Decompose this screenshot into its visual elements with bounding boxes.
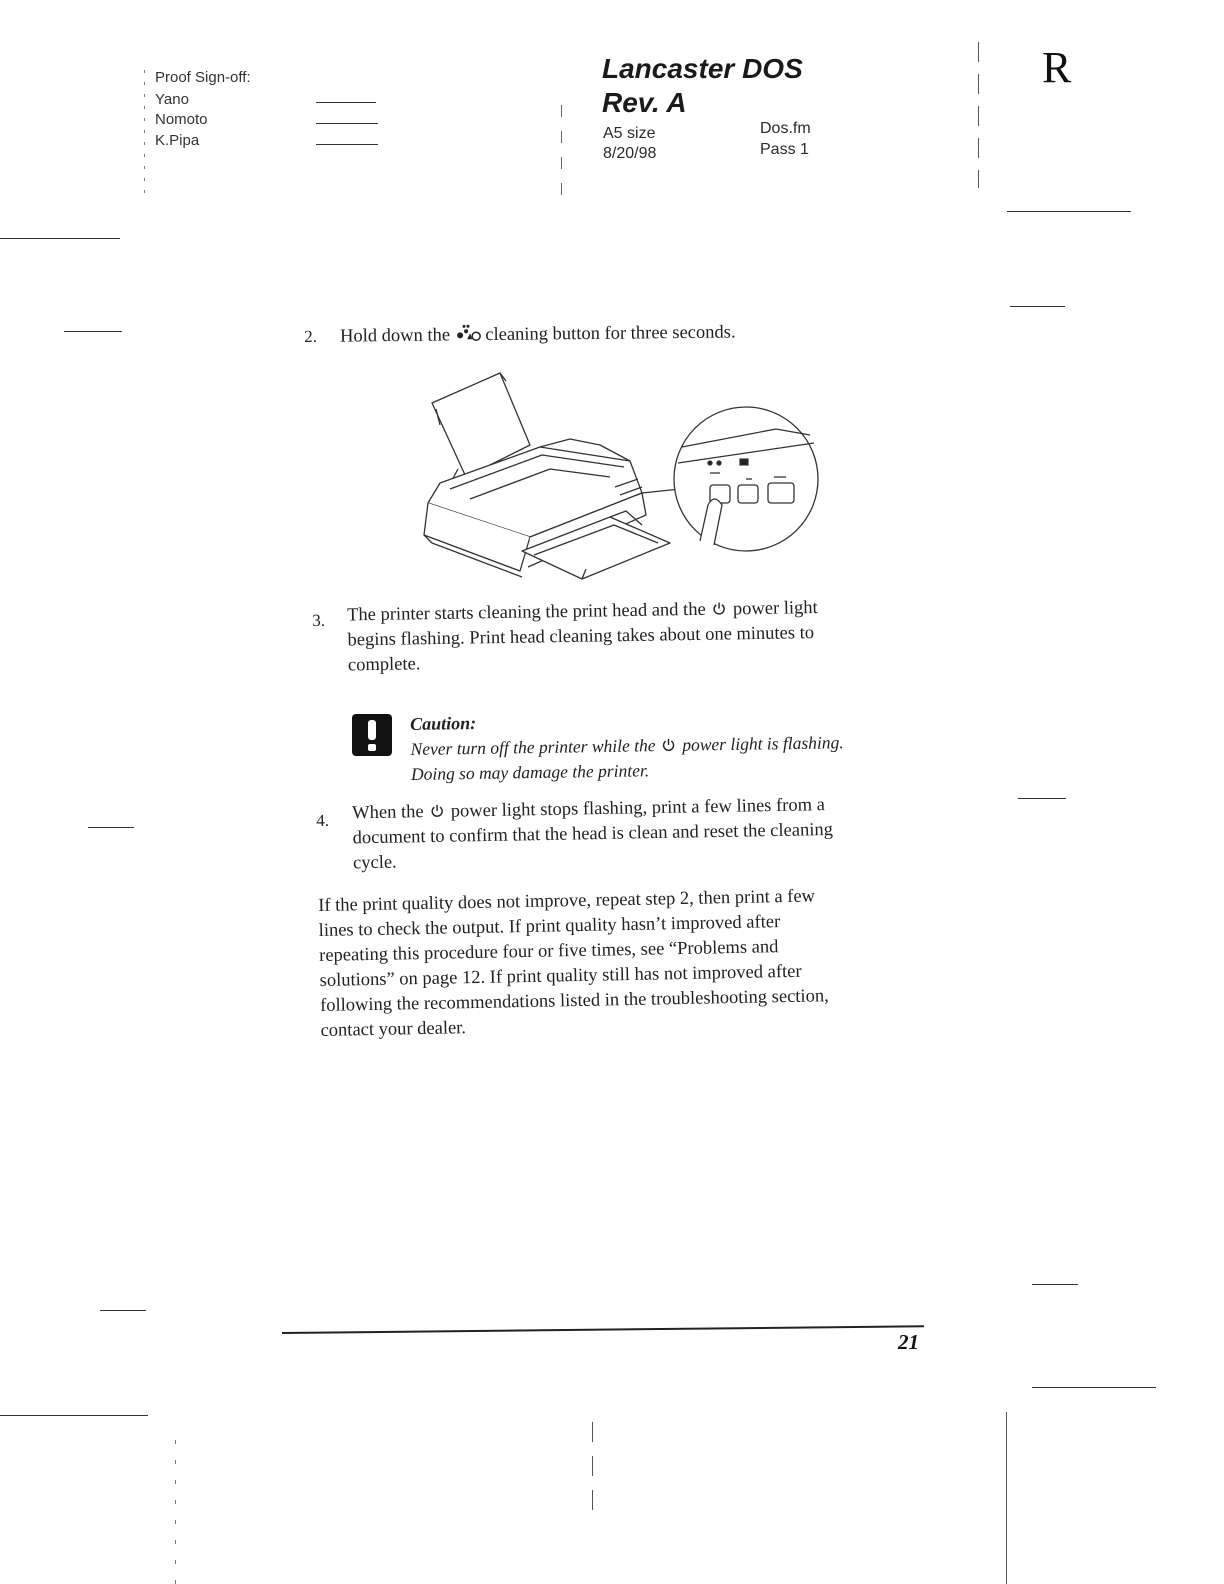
footer-rule: [282, 1325, 924, 1333]
caution-line1-before: Never turn off the printer while the: [410, 735, 656, 759]
caution-title: Caution:: [410, 712, 477, 734]
doc-title-line2: Rev. A: [602, 87, 687, 118]
doc-date: 8/20/98: [603, 145, 657, 162]
signoff-name-nomoto: Nomoto: [155, 111, 208, 128]
paragraph-line: solutions” on page 12. If print quality still has not improved after: [319, 961, 802, 991]
crop-mark-left-1: [0, 238, 120, 239]
printer-illustration: [410, 365, 830, 585]
crop-mark-left-2: [64, 331, 122, 332]
step-4-line2: document to confirm that the head is clean and reset the cleaning: [352, 819, 834, 849]
caution-icon: [352, 714, 392, 756]
doc-file: Dos.fm: [760, 120, 811, 137]
signoff-line-yano: [316, 102, 376, 103]
signoff-dotted-rule: [144, 70, 145, 200]
step-3-line2: begins flashing. Print head cleaning takes about one minutes to: [347, 623, 815, 651]
step-4-line1-before: When the: [352, 802, 424, 824]
crop-mark-left-5: [0, 1415, 148, 1416]
paragraph-line: If the print quality does not improve, repeat step 2, then print a few: [318, 886, 816, 916]
signoff-name-yano: Yano: [155, 91, 189, 108]
step-3: [312, 594, 933, 679]
signoff-line-nomoto: [316, 123, 378, 124]
crop-mark-right-2: [1010, 306, 1065, 307]
signoff-line-kpipa: [316, 144, 378, 145]
paragraph-line: following the recommendations listed in the troubleshooting section,: [319, 986, 829, 1016]
power-icon: [430, 804, 444, 818]
step-4-number: 4.: [316, 810, 330, 830]
crop-mark-left-4: [100, 1310, 146, 1311]
crop-mark-right-4: [1032, 1284, 1078, 1285]
caution-block: [410, 704, 931, 787]
caution-line2: Doing so may damage the printer.: [410, 760, 650, 784]
closing-paragraph: [318, 882, 941, 1044]
paragraph-line: lines to check the output. If print quality hasn’t improved after: [318, 912, 781, 941]
crop-mark-right-5: [1032, 1387, 1156, 1388]
signoff-name-kpipa: K.Pipa: [155, 132, 200, 149]
step-3-line1-before: The printer starts cleaning the print head and the: [347, 599, 706, 626]
step-3-line1-after: power light: [732, 598, 818, 620]
step-2-text-before: Hold down the: [340, 325, 451, 347]
step-2-number: 2.: [304, 326, 317, 346]
doc-title-line1: Lancaster DOS: [602, 53, 803, 84]
caution-line1-after: power light is flashing.: [682, 732, 844, 755]
step-4-line1-after: power light stops flashing, print a few lines from a: [450, 795, 826, 822]
crop-mark-left-3: [88, 827, 134, 828]
power-icon: [662, 738, 676, 752]
cleaning-button-icon: [455, 323, 481, 343]
step-3-line3: complete.: [347, 654, 421, 676]
doc-pass: Pass 1: [760, 141, 809, 158]
step-4-line3: cycle.: [352, 852, 397, 874]
page-number: 21: [898, 1330, 919, 1354]
step-4: [316, 791, 937, 877]
power-icon: [712, 601, 726, 615]
step-2-text-after: cleaning button for three seconds.: [485, 322, 736, 346]
paragraph-line: contact your dealer.: [320, 1018, 467, 1041]
signoff-label: Proof Sign-off:: [155, 69, 251, 86]
section-marker: R: [1042, 43, 1072, 92]
crop-mark-bottom-left: [175, 1440, 176, 1584]
crop-mark-bottom-center: [592, 1422, 593, 1518]
step-3-number: 3.: [312, 610, 326, 630]
crop-mark-right-3: [1018, 798, 1066, 799]
crop-mark-bottom-right: [1006, 1412, 1007, 1584]
header-divider-right: [978, 42, 979, 188]
crop-mark-right-1: [1007, 211, 1131, 212]
doc-size: A5 size: [603, 125, 656, 142]
step-2: [304, 319, 736, 350]
paragraph-line: repeating this procedure four or five times, see “Problems and: [318, 937, 779, 966]
header-divider-center: [561, 105, 562, 200]
